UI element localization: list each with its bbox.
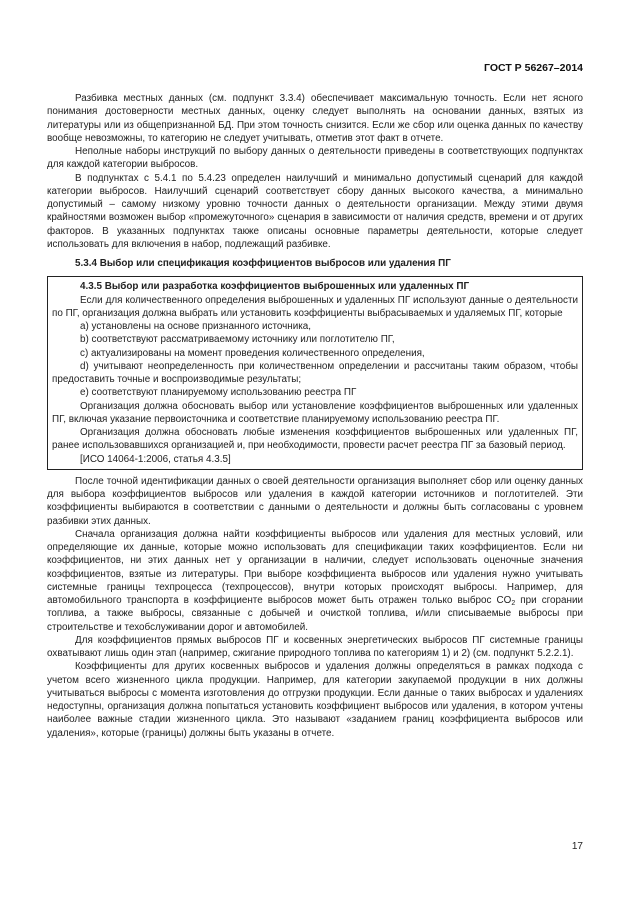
quote-lead: Если для количественного определения выброшенных и удаленных ПГ используют данные о деятельности по ПГ, организация должна выбрать или установить коэффициенты выбрасываемых и удаляемых ПГ, которые (52, 294, 578, 319)
paragraph-after-3: Для коэффициентов прямых выбросов ПГ и косвенных энергетических выбросов ПГ системные границы охватывают лишь один этап (например, сжигание природного топлива по категориям 1) и 2) (см. подпункт 5.2.2.1). (47, 634, 583, 659)
paragraph-after-2-start: Сначала организация должна найти коэффициенты выбросов или удаления для местных условий, или определяющие их данные, которые можно использовать для спецификации таких коэффициентов. Если ни коэффициентов, ни этих данных нет у организации в наличии, следует использовать оценочные значения коэффициентов, взятые из литературы. При выборе коэффициента выбросов или удаления нужно учитывать системные границы техпроцесса (техпроцессов), внутри которых происходят выбросы. Например, для автомобильного транспорта в коэффициенте выбросов может быть отражен только выброс CO (47, 528, 583, 606)
co2-subscript: 2 (511, 600, 516, 607)
iso-quote-box (47, 276, 583, 470)
standard-header: ГОСТ Р 56267–2014 (484, 62, 583, 74)
paragraph-after-1: После точной идентификации данных о своей деятельности организация выполняет сбор или оценку данных для выбора коэффициентов выбросов или удаления в каждой категории источников и поглотителей. Эти коэффициенты выбираются в соответствии с данными о деятельности и должны быть согласованы с уровнем разбивки этих данных. (47, 475, 583, 527)
list-item: d) учитывают неопределенность при количественном определении и рассчитаны таким образом, чтобы предоставить точные и воспроизводимые результаты; (52, 360, 578, 385)
list-item: e) соответствуют планируемому использованию реестра ПГ (80, 387, 357, 399)
quote-paragraph-3: Организация должна обосновать любые изменения коэффициентов выброшенных или удаленных ПГ, ранее использовавшихся организацией и, при необходимости, провести расчет реестра ПГ за базовый период. (52, 427, 578, 452)
list-item: b) соответствуют рассматриваемому источнику или поглотителю ПГ, (80, 334, 395, 346)
paragraph-intro-3: В подпунктах с 5.4.1 по 5.4.23 определен наилучший и минимально допустимый сценарий для каждой категории выбросов. Наилучший сценарий соответствует сбору данных высокого качества, а минимально допустимый – самому низкому уровню точности данных о деятельности организации. Между этими двумя крайностями возможен выбор «промежуточного» сценария в зависимости от наличия средств, времени и от других факторов. В указанных подпунктах также описаны основные параметры деятельности, которые следует использовать для включения в набор, подлежащий разбивке. (47, 172, 583, 250)
quote-paragraph-2: Организация должна обосновать выбор или установление коэффициентов выброшенных или удаленных ПГ, включая указание первоисточника и соответствие планируемому использованию реестра ПГ. (52, 400, 578, 425)
paragraph-after-2-end: при сгорании топлива, а также выбросы, связанные с добычей и очисткой топлива, и/или списываемые выбросы при строительстве и техобслуживании дорог и автомобилей. (47, 595, 583, 633)
list-item: a) установлены на основе признанного источника, (80, 321, 312, 332)
section-title: 5.3.4 Выбор или спецификация коэффициентов выбросов или удаления ПГ (75, 258, 451, 269)
quote-title: 4.3.5 Выбор или разработка коэффициентов выброшенных или удаленных ПГ (80, 281, 470, 293)
paragraph-after-4: Коэффициенты для других косвенных выбросов и удаления должны определяться в рамках подхода с учетом всего жизненного цикла продукции. Например, для категории закупаемой продукции в них должны учитываться выбросы с момента изготовления до отгрузки продукции. Если данные о таких выбросах и удалениях недоступны, организация должна попытаться установить коэффициент выбросов или удаления, в котором учтены наиболее важные стадии жизненного цикла. Это называют «заданием границ коэффициента выбросов или удаления», которые (границы) должны быть указаны в отчете. (47, 661, 583, 739)
paragraph-after-2 (47, 528, 583, 634)
paragraph-intro-2: Неполные наборы инструкций по выбору данных о деятельности приведены в соответствующих подпунктах для каждой категории выбросов. (47, 146, 583, 171)
list-item: c) актуализированы на момент проведения количественного определения, (80, 347, 425, 359)
page-content (47, 92, 583, 740)
quote-reference: [ИСО 14064-1:2006, статья 4.3.5] (80, 453, 231, 465)
page-number: 17 (571, 841, 583, 852)
paragraph-intro-1: Разбивка местных данных (см. подпункт 3.3.4) обеспечивает максимальную точность. Если нет ясного понимания достоверности местных данных, оценку следует выполнять на основании данных, взятых из литературы или из общепризнанной БД. При этом точность снизится. Если же сбор или оценка данных по качеству вообще невозможны, то категорию не следует учитывать, отметив этот факт в отчете. (47, 93, 583, 144)
